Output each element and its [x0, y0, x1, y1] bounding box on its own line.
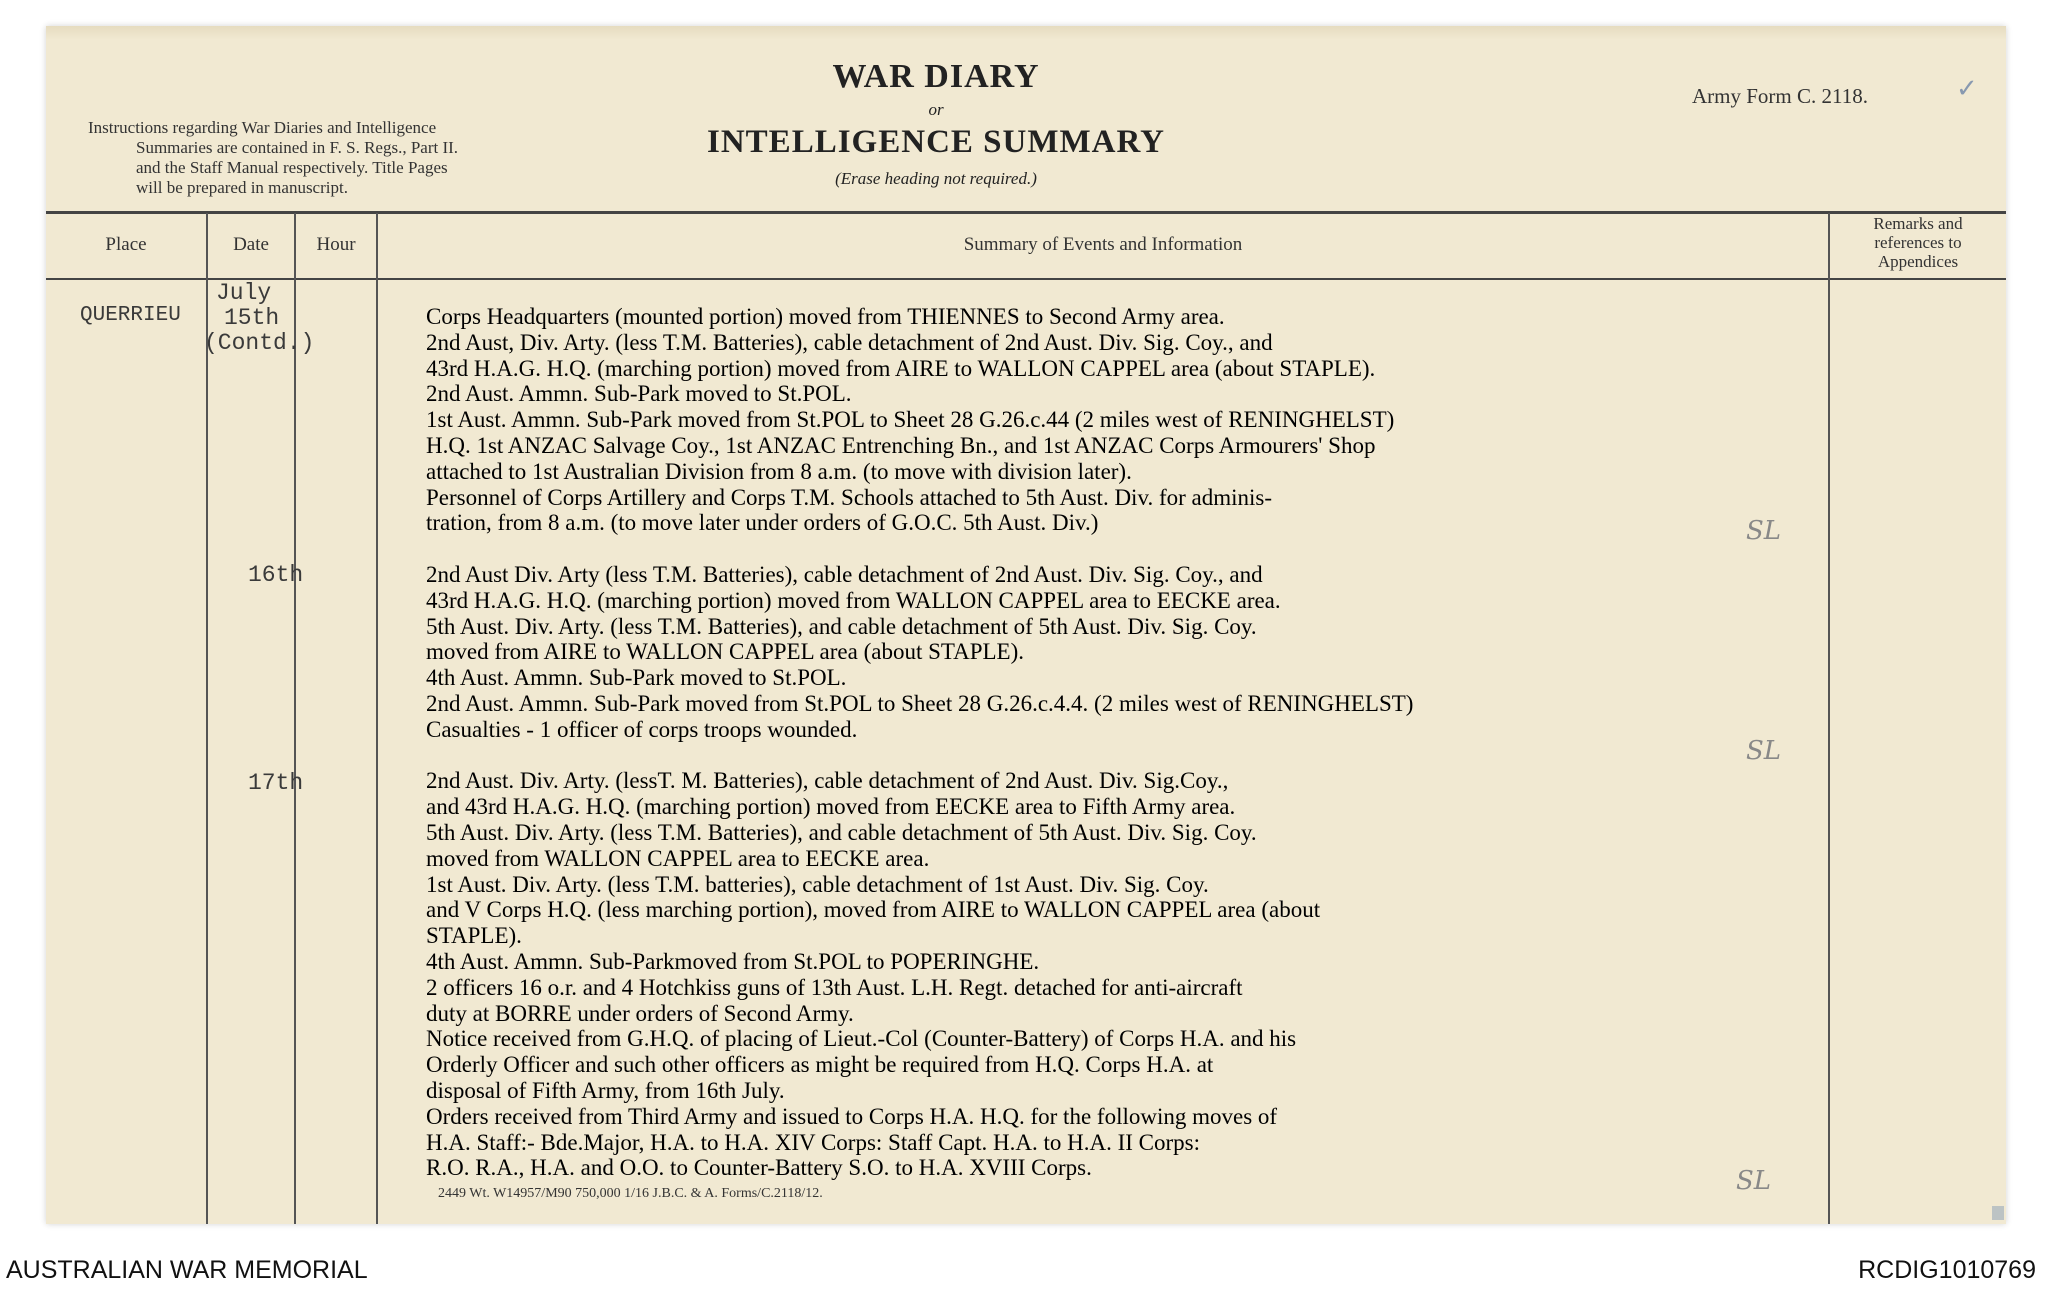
entry-line: 2nd Aust. Ammn. Sub-Park moved from St.POL to Sheet 28 G.26.c.4.4. (2 miles west of RENINGHELST)	[426, 690, 1414, 716]
archive-reference: RCDIG1010769	[1858, 1256, 2036, 1284]
page-subtitle: INTELLIGENCE SUMMARY	[707, 124, 1165, 160]
entry-line: H.Q. 1st ANZAC Salvage Coy., 1st ANZAC Entrenching Bn., and 1st ANZAC Corps Armourers' Shop	[426, 432, 1376, 458]
entry-line: 1st Aust. Div. Arty. (less T.M. batteries), cable detachment of 1st Aust. Div. Sig. Coy.	[426, 871, 1209, 897]
summary-entries	[426, 304, 1956, 1181]
column-divider	[206, 213, 208, 1224]
entry-line: 43rd H.A.G. H.Q. (marching portion) moved from AIRE to WALLON CAPPEL area (about STAPLE).	[426, 355, 1376, 381]
title-or: or	[928, 100, 944, 119]
entry-line: 2nd Aust, Div. Arty. (less T.M. Batteries), cable detachment of 2nd Aust. Div. Sig. Coy., and	[426, 329, 1273, 355]
corner-mark	[1992, 1206, 2004, 1220]
entry-line: 5th Aust. Div. Arty. (less T.M. Batteries), and cable detachment of 5th Aust. Div. Sig. Coy.	[426, 613, 1257, 639]
entry-line: 2nd Aust. Ammn. Sub-Park moved to St.POL.	[426, 381, 852, 407]
instructions-line: will be prepared in manuscript.	[136, 178, 348, 197]
entry-line: 1st Aust. Ammn. Sub-Park moved from St.POL to Sheet 28 G.26.c.44 (2 miles west of RENINGHELST)	[426, 407, 1395, 433]
instructions-line: and the Staff Manual respectively. Title Pages	[136, 158, 448, 177]
diary-page	[46, 26, 2006, 1224]
entry-line: Corps Headquarters (mounted portion) moved from THIENNES to Second Army area.	[426, 304, 1225, 329]
instructions-line: Instructions regarding War Diaries and Intelligence	[88, 118, 437, 137]
entry-line: 2nd Aust Div. Arty (less T.M. Batteries), cable detachment of 2nd Aust. Div. Sig. Coy., and	[426, 561, 1263, 587]
date-15th: 15th	[224, 305, 280, 331]
handwritten-initials: SL	[1746, 516, 1782, 546]
handwritten-initials: SL	[1736, 1166, 1772, 1196]
date-16th: 16th	[248, 562, 304, 588]
entry-line: 5th Aust. Div. Arty. (less T.M. Batteries), and cable detachment of 5th Aust. Div. Sig. Coy.	[426, 819, 1257, 845]
form-number: Army Form C. 2118.	[1692, 84, 1868, 108]
entry-line: 2nd Aust. Div. Arty. (lessT. M. Batteries), cable detachment of 2nd Aust. Div. Sig.Coy.,	[426, 768, 1229, 794]
page-title: WAR DIARY	[832, 58, 1040, 95]
entry-line: 4th Aust. Ammn. Sub-Park moved to St.POL.	[426, 665, 847, 691]
entry-line: and 43rd H.A.G. H.Q. (marching portion) moved from EECKE area to Fifth Army area.	[426, 794, 1236, 820]
column-divider	[294, 213, 296, 1224]
date-17th: 17th	[248, 770, 304, 796]
entry-line: Orders received from Third Army and issued to Corps H.A. H.Q. for the following moves of	[426, 1103, 1278, 1129]
date-month: July	[216, 280, 272, 306]
entry-line: attached to 1st Australian Division from 8 a.m. (to move with division later).	[426, 458, 1132, 484]
date-contd: (Contd.)	[204, 330, 315, 356]
column-header-place: Place	[105, 234, 147, 255]
entry-line: 4th Aust. Ammn. Sub-Parkmoved from St.POL to POPERINGHE.	[426, 948, 1040, 974]
entry-line: STAPLE).	[426, 923, 522, 949]
table-top-rule	[46, 211, 2006, 214]
title-note: (Erase heading not required.)	[835, 169, 1037, 188]
archive-credit: AUSTRALIAN WAR MEMORIAL	[6, 1256, 368, 1284]
instructions-line: Summaries are contained in F. S. Regs., Part II.	[136, 138, 459, 157]
printer-imprint: 2449 Wt. W14957/M90 750,000 1/16 J.B.C. & A. Forms/C.2118/12.	[438, 1186, 823, 1201]
entry-line: moved from AIRE to WALLON CAPPEL area (about STAPLE).	[426, 639, 1024, 665]
column-header-remarks: Remarks and references to Appendices	[1873, 214, 1963, 271]
paper-torn-edge	[46, 26, 2006, 40]
entry-line: disposal of Fifth Army, from 16th July.	[426, 1077, 785, 1103]
column-header-summary: Summary of Events and Information	[963, 234, 1243, 255]
column-divider	[376, 213, 378, 1224]
entry-line: tration, from 8 a.m. (to move later under orders of G.O.C. 5th Aust. Div.)	[426, 510, 1099, 536]
entry-line: H.A. Staff:- Bde.Major, H.A. to H.A. XIV Corps: Staff Capt. H.A. to H.A. II Corps:	[426, 1129, 1201, 1155]
entry-line: Orderly Officer and such other officers as might be required from H.Q. Corps H.A. at	[426, 1052, 1214, 1078]
entry-gap	[426, 536, 1956, 562]
handwritten-initials: SL	[1746, 736, 1782, 766]
instructions-text	[88, 118, 588, 198]
place-cell: QUERRIEU	[80, 304, 181, 327]
column-header-date: Date	[233, 234, 269, 255]
check-mark-icon: ✓	[1956, 74, 1978, 104]
table-header-rule	[46, 278, 2006, 280]
entry-line: duty at BORRE under orders of Second Army.	[426, 1000, 854, 1026]
entry-line: Casualties - 1 officer of corps troops wounded.	[426, 716, 858, 742]
entry-line: Notice received from G.H.Q. of placing of Lieut.-Col (Counter-Battery) of Corps H.A. and his	[426, 1026, 1297, 1052]
title-block	[606, 58, 1266, 189]
entry-line: 2 officers 16 o.r. and 4 Hotchkiss guns of 13th Aust. L.H. Regt. detached for anti-aircraft	[426, 974, 1243, 1000]
entry-line: moved from WALLON CAPPEL area to EECKE area.	[426, 845, 930, 871]
entry-gap	[426, 743, 1956, 769]
entry-line: R.O. R.A., H.A. and O.O. to Counter-Battery S.O. to H.A. XVIII Corps.	[426, 1155, 1092, 1181]
column-header-hour: Hour	[316, 234, 356, 255]
entry-line: Personnel of Corps Artillery and Corps T.M. Schools attached to 5th Aust. Div. for adminis-	[426, 484, 1273, 510]
entry-line: 43rd H.A.G. H.Q. (marching portion) moved from WALLON CAPPEL area to EECKE area.	[426, 587, 1281, 613]
entry-line: and V Corps H.Q. (less marching portion), moved from AIRE to WALLON CAPPEL area (about	[426, 897, 1321, 923]
